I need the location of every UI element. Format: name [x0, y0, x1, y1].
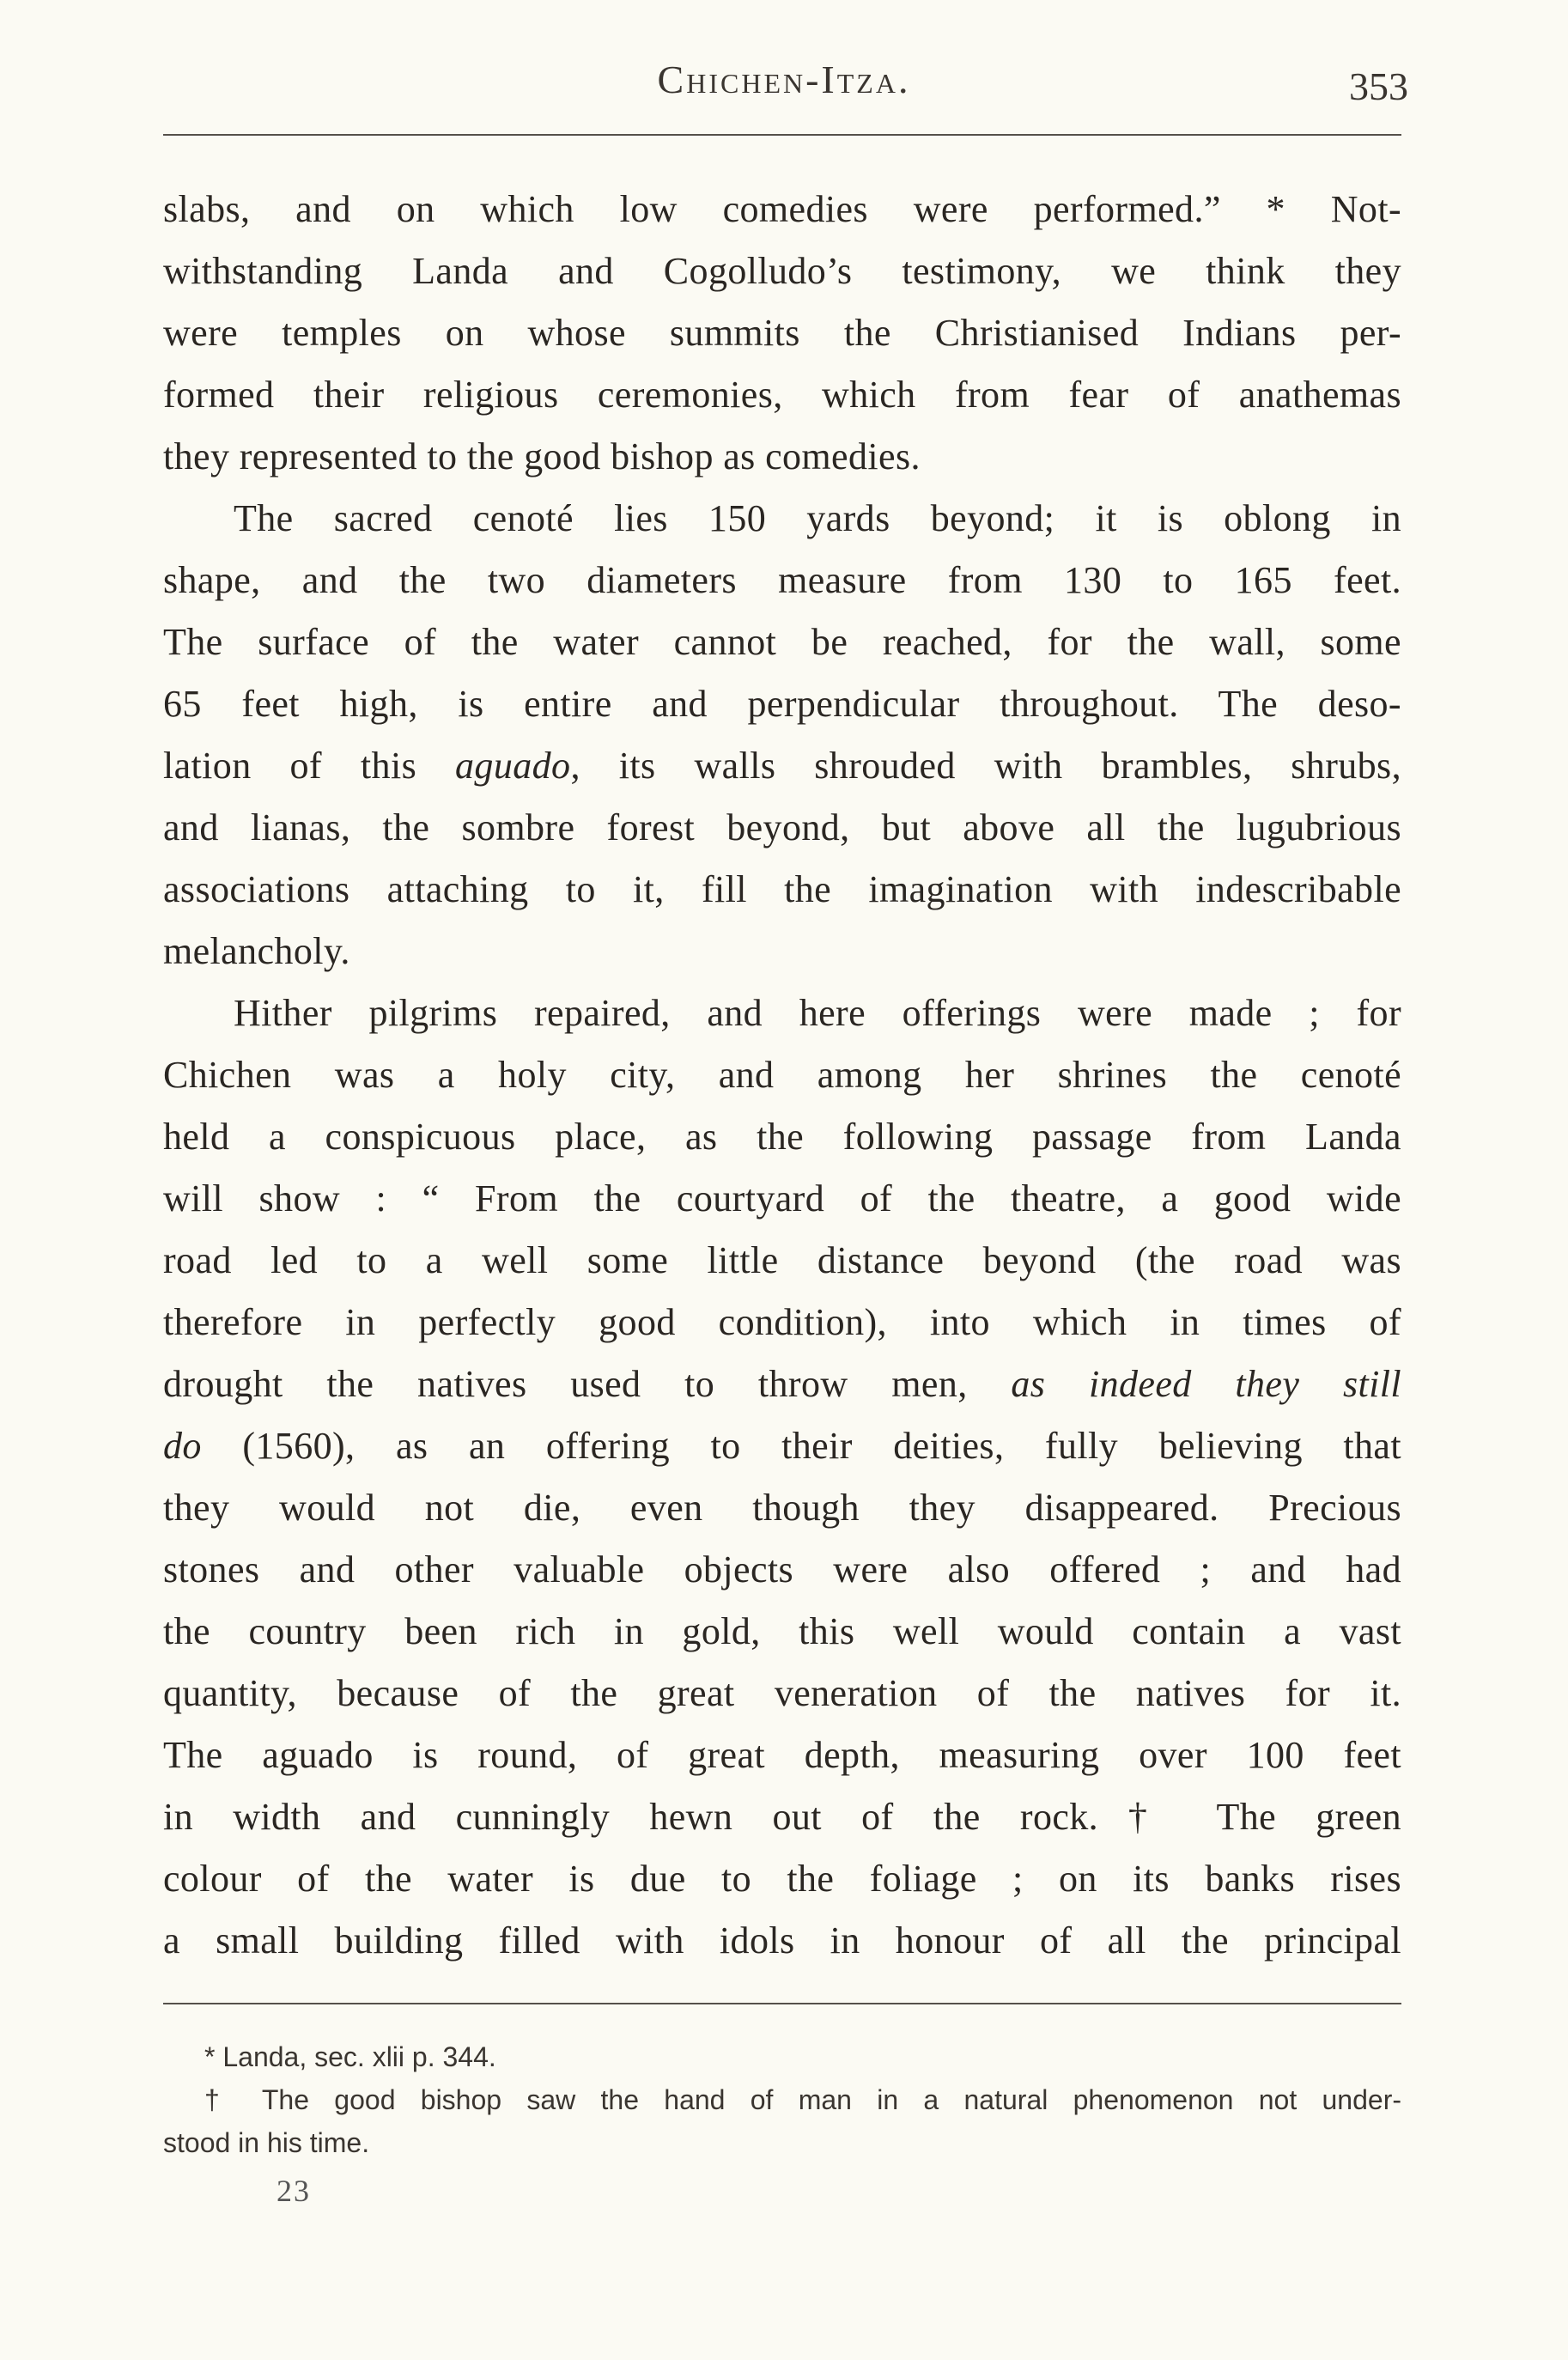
- text-segment: withstanding Landa and Cogolludo’s testimony, we think they: [163, 250, 1401, 292]
- text-segment: lation of this: [163, 745, 456, 787]
- footnote-bishop: † The good bishop saw the hand of man in a natural phenomenon not under-: [204, 2084, 1401, 2115]
- text-line: [163, 1910, 1401, 1972]
- text-segment: they represented to the good bishop as comedies.: [163, 435, 921, 477]
- body-text: [163, 179, 1401, 1972]
- text-line: [163, 673, 1401, 735]
- text-segment: road led to a well some little distance beyond (the road was: [163, 1239, 1401, 1281]
- italic-text: do: [163, 1425, 202, 1467]
- page-number: 353: [1349, 64, 1408, 108]
- text-segment: quantity, because of the great veneration of the natives for it.: [163, 1672, 1401, 1714]
- text-line: [163, 1044, 1401, 1106]
- text-line: [163, 1168, 1401, 1230]
- text-line: [163, 797, 1401, 859]
- text-line: [163, 1415, 1401, 1477]
- text-segment: the country been rich in gold, this well would contain a vast: [163, 1610, 1401, 1652]
- text-segment: associations attaching to it, fill the imagination with indescribable: [163, 868, 1401, 910]
- text-line: [163, 1106, 1401, 1168]
- text-segment: and lianas, the sombre forest beyond, but above all the lugubrious: [163, 806, 1401, 849]
- text-line: [163, 982, 1401, 1044]
- footnote-bishop-continued: stood in his time.: [163, 2127, 370, 2158]
- footnotes: [163, 2035, 1401, 2164]
- text-line: [163, 1230, 1401, 1292]
- text-line: [163, 1786, 1401, 1848]
- text-segment: (1560), as an offering to their deities, fully believing that: [201, 1425, 1401, 1467]
- text-line: [163, 1539, 1401, 1601]
- text-line: [163, 179, 1401, 240]
- text-segment: Hither pilgrims repaired, and here offerings were made ; for: [234, 992, 1401, 1034]
- text-line: [163, 1292, 1401, 1353]
- text-segment: Chichen was a holy city, and among her shrines the cenoté: [163, 1054, 1401, 1096]
- italic-text: aguado: [455, 745, 571, 787]
- text-line: [163, 364, 1401, 426]
- text-line: [163, 611, 1401, 673]
- text-line: [163, 1353, 1401, 1415]
- text-segment: melancholy.: [163, 930, 350, 972]
- text-segment: slabs, and on which low comedies were performed.” * Not-: [163, 188, 1401, 230]
- text-segment: shape, and the two diameters measure from 130 to 165 feet.: [163, 559, 1401, 601]
- text-segment: in width and cunningly hewn out of the rock.† The green: [163, 1796, 1401, 1838]
- text-segment: will show : “ From the courtyard of the theatre, a good wide: [163, 1177, 1401, 1220]
- text-segment: stones and other valuable objects were also offered ; and had: [163, 1548, 1401, 1591]
- text-segment: colour of the water is due to the foliage ; on its banks rises: [163, 1858, 1401, 1900]
- text-segment: therefore in perfectly good condition), into which in times of: [163, 1301, 1401, 1343]
- text-segment: , its walls shrouded with brambles, shrubs,: [570, 745, 1401, 787]
- text-segment: The aguado is round, of great depth, measuring over 100 feet: [163, 1734, 1401, 1776]
- text-line: [163, 921, 1401, 982]
- text-line: [163, 426, 1401, 488]
- footnote-rule: [163, 2003, 1401, 2004]
- text-line: [163, 1663, 1401, 1724]
- text-segment: 65 feet high, is entire and perpendicular throughout. The deso-: [163, 683, 1401, 725]
- text-line: [163, 550, 1401, 611]
- header-rule: [163, 134, 1401, 136]
- text-segment: drought the natives used to throw men,: [163, 1363, 1012, 1405]
- footnote-landa: * Landa, sec. xlii p. 344.: [204, 2041, 496, 2072]
- text-line: [163, 302, 1401, 364]
- text-line: [163, 1601, 1401, 1663]
- text-line: [163, 1477, 1401, 1539]
- text-segment: held a conspicuous place, as the following passage from Landa: [163, 1116, 1401, 1158]
- text-line: [163, 859, 1401, 921]
- text-segment: they would not die, even though they disappeared. Precious: [163, 1487, 1401, 1529]
- running-title: Chichen-Itza.: [657, 58, 911, 101]
- text-line: [163, 1724, 1401, 1786]
- text-segment: a small building filled with idols in honour of all the principal: [163, 1919, 1401, 1962]
- text-line: [163, 1848, 1401, 1910]
- text-segment: The surface of the water cannot be reached, for the wall, some: [163, 621, 1401, 663]
- text-line: [163, 735, 1401, 797]
- text-line: [163, 240, 1401, 302]
- text-segment: formed their religious ceremonies, which from fear of anathemas: [163, 374, 1401, 416]
- signature-mark: 23: [277, 2174, 311, 2208]
- text-line: [163, 488, 1401, 550]
- text-segment: were temples on whose summits the Christianised Indians per-: [163, 312, 1401, 354]
- italic-text: as indeed they still: [1011, 1363, 1401, 1405]
- text-segment: The sacred cenoté lies 150 yards beyond; it is oblong in: [234, 497, 1401, 539]
